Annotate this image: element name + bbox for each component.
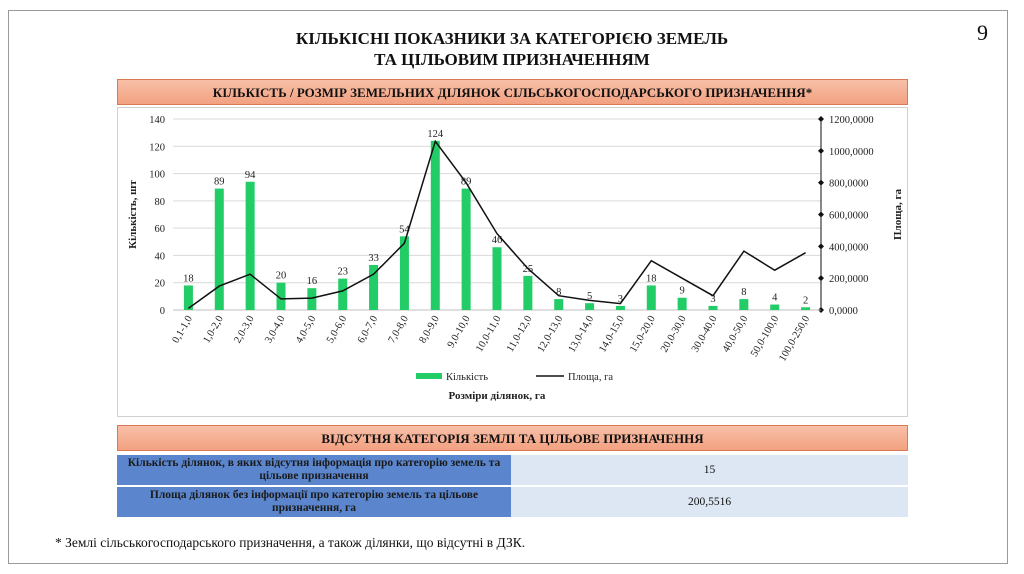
bar — [307, 288, 316, 310]
bar — [554, 299, 563, 310]
bar — [462, 189, 471, 310]
bar-data-label: 25 — [522, 263, 534, 275]
bar-data-label: 89 — [460, 176, 472, 188]
bar-data-label: 89 — [214, 176, 225, 188]
bar-data-label: 46 — [491, 235, 503, 247]
x-tick-label: 50,0-100,0 — [749, 314, 782, 359]
x-tick-label: 13,0-14,0 — [566, 313, 597, 355]
bar-data-label: 20 — [275, 270, 287, 282]
x-tick-label: 30,0-40,0 — [689, 314, 720, 355]
bar — [678, 298, 687, 310]
bar — [647, 285, 656, 310]
bar-data-label: 54 — [399, 224, 410, 236]
x-tick-label: 5,0-6,0 — [324, 314, 350, 346]
x-tick-label: 10,0-11,0 — [474, 314, 504, 355]
bar-data-label: 94 — [244, 169, 256, 181]
bar — [585, 303, 594, 310]
bar — [493, 247, 502, 310]
x-tick-label: 11,0-12,0 — [504, 314, 535, 355]
bar — [709, 306, 718, 310]
bar-data-label: 16 — [306, 276, 318, 288]
y2-tick-label: 1000,0000 — [829, 146, 874, 158]
x-tick-label: 8,0-9,0 — [417, 314, 442, 346]
bar — [616, 306, 625, 310]
y2-tick-label: 200,0000 — [829, 274, 869, 286]
bar-data-label: 18 — [183, 273, 194, 285]
x-tick-label: 3,0-4,0 — [263, 314, 288, 346]
x-tick-label: 6,0-7,0 — [355, 314, 381, 346]
table-row-value: 15 — [511, 455, 908, 485]
x-tick-label: 7,0-8,0 — [386, 314, 412, 346]
y2-tick-label: 600,0000 — [829, 210, 869, 222]
x-tick-label: 20,0-30,0 — [659, 314, 689, 355]
bar — [338, 279, 347, 310]
table-banner: ВІДСУТНЯ КАТЕГОРІЯ ЗЕМЛІ ТА ЦІЛЬОВЕ ПРИЗНАЧЕННЯ — [117, 425, 908, 451]
legend-bar-label: Кількість — [446, 372, 489, 383]
bar-data-label: 4 — [772, 292, 778, 304]
table-row-value: 200,5516 — [511, 487, 908, 517]
bar-data-label: 18 — [646, 273, 657, 285]
y-tick-label: 0 — [159, 306, 165, 317]
combo-chart — [118, 108, 909, 418]
y-tick-label: 120 — [149, 142, 165, 154]
bar-data-label: 2 — [802, 295, 809, 307]
x-tick-label: 1,0-2,0 — [201, 314, 226, 346]
x-tick-label: 9,0-10,0 — [445, 314, 473, 350]
chart-banner: КІЛЬКІСТЬ / РОЗМІР ЗЕМЕЛЬНИХ ДІЛЯНОК СІЛЬСЬКОГОСПОДАРСЬКОГО ПРИЗНАЧЕННЯ* — [117, 79, 908, 105]
bar — [246, 182, 255, 310]
legend-line-label: Площа, га — [568, 372, 614, 383]
x-tick-label: 100,0-250,0 — [777, 314, 813, 364]
bar-data-label: 23 — [337, 266, 348, 278]
y-tick-label: 20 — [154, 278, 165, 290]
bar — [801, 307, 810, 310]
bar-data-label: 3 — [710, 293, 716, 305]
bar — [523, 276, 532, 310]
bar-data-label: 3 — [617, 293, 624, 305]
bar — [215, 189, 224, 310]
y2-tick-label: 1200,0000 — [829, 115, 874, 126]
missing-category-table — [117, 453, 908, 519]
slide-title-line-1: КІЛЬКІСНІ ПОКАЗНИКИ ЗА КАТЕГОРІЄЮ ЗЕМЕЛЬ — [295, 29, 729, 48]
x-tick-label: 4,0-5,0 — [294, 314, 319, 346]
slide-title-line-2: ТА ЦІЛЬОВИМ ПРИЗНАЧЕННЯМ — [374, 50, 650, 69]
y-tick-label: 100 — [149, 169, 165, 181]
x-tick-label: 0,1-1,0 — [170, 314, 196, 346]
y-tick-label: 60 — [154, 224, 165, 236]
table-row — [117, 455, 908, 485]
table-row-label: Кількість ділянок, в яких відсутня інформація про категорію земель та цільове призначення — [117, 455, 511, 485]
x-axis-title: Розміри ділянок, га — [448, 390, 546, 402]
bar-data-label: 8 — [556, 287, 562, 299]
y-tick-label: 140 — [149, 115, 165, 126]
legend-bar-swatch — [416, 373, 442, 379]
y-tick-label: 40 — [154, 251, 165, 263]
y2-tick-label: 0,0000 — [829, 306, 858, 317]
footnote: * Землі сільськогосподарського призначення, а також ділянки, що відсутні в ДЗК. — [55, 535, 526, 550]
bar — [770, 305, 779, 310]
bar — [431, 141, 440, 310]
bar-data-label: 124 — [427, 128, 444, 140]
y2-tick-label: 800,0000 — [829, 178, 869, 190]
y-tick-label: 80 — [154, 196, 165, 208]
x-tick-label: 12,0-13,0 — [535, 314, 566, 355]
bar-data-label: 5 — [586, 291, 593, 303]
y2-axis-title: Площа, га — [892, 188, 904, 241]
table-row — [117, 487, 908, 517]
x-tick-label: 2,0-3,0 — [232, 314, 257, 346]
bar-data-label: 33 — [368, 252, 379, 264]
bar — [739, 299, 748, 310]
y2-tick-label: 400,0000 — [829, 242, 869, 254]
table-row-label: Площа ділянок без інформації про категорію земель та цільове призначення, га — [117, 487, 511, 517]
x-tick-label: 15,0-20,0 — [628, 314, 658, 355]
x-tick-label: 40,0-50,0 — [720, 314, 751, 355]
chart-area — [117, 107, 908, 417]
bar-data-label: 8 — [741, 287, 747, 299]
y-axis-title: Кількість, шт — [127, 180, 139, 249]
page-number: 9 — [977, 20, 988, 45]
x-tick-label: 14,0-15,0 — [597, 314, 628, 355]
bar-data-label: 9 — [679, 285, 685, 297]
slide-title — [0, 28, 1024, 70]
